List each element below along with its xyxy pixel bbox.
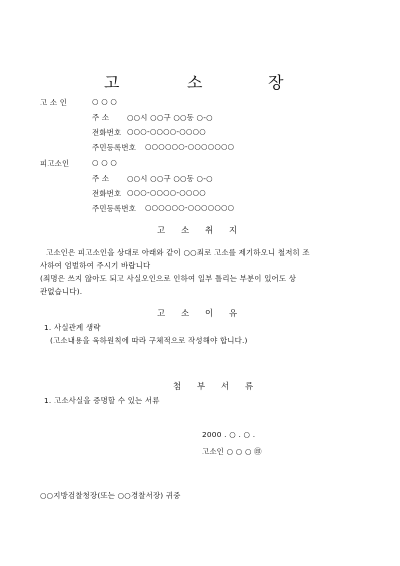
accused-label: 피고소인: [40, 159, 70, 168]
complainant-id-label: 주민등록번호: [92, 143, 137, 152]
title-char-1: 고: [104, 73, 120, 92]
purpose-line-4: 관없습니다).: [40, 287, 83, 296]
accused-id: ○○○○○○-○○○○○○○: [145, 203, 235, 212]
purpose-line-2: 사하여 엄벌하여 주시기 바랍니다: [40, 261, 151, 270]
purpose-heading-char-2: 소: [181, 225, 190, 235]
attachments-heading-char-4: 류: [245, 381, 254, 391]
purpose-heading-char-4: 지: [229, 225, 238, 235]
reason-heading-char-4: 유: [229, 308, 238, 318]
document-title: [0, 70, 400, 92]
purpose-line-1: 고소인은 피고소인을 상대로 아래와 같이 ○○죄로 고소를 제기하오니 철저히 조: [46, 248, 310, 257]
accused-phone-label: 전화번호: [92, 189, 122, 198]
reason-item-1: 1. 사실관계 생략: [44, 323, 101, 332]
complainant-label: 고 소 인: [40, 98, 68, 107]
purpose-line-3: (죄명은 쓰지 않아도 되고 사실오인으로 인하여 일부 틀리는 부분이 있어도 상: [40, 274, 297, 283]
attachments-heading-char-3: 서: [221, 381, 230, 391]
attachment-item-1: 1. 고소사실을 증명할 수 있는 서류: [44, 396, 160, 405]
accused-address: ○○시 ○○구 ○○동 ○-○: [127, 174, 213, 183]
complainant-id: ○○○○○○-○○○○○○○: [145, 142, 235, 151]
accused-id-label: 주민등록번호: [92, 204, 137, 213]
reason-heading-char-1: 고: [157, 308, 166, 318]
complainant-phone-label: 전화번호: [92, 128, 122, 137]
accused-address-label: 주 소: [92, 174, 110, 183]
accused-phone: ○○○-○○○○-○○○○: [127, 188, 206, 197]
purpose-heading-char-3: 취: [205, 225, 214, 235]
purpose-heading-char-1: 고: [157, 225, 166, 235]
reason-heading-char-2: 소: [181, 308, 190, 318]
title-char-2: 소: [187, 73, 203, 92]
attachments-heading-char-2: 부: [197, 381, 206, 391]
attachments-heading-char-1: 첨: [173, 381, 182, 391]
recipient-line: ○○지방검찰청장(또는 ○○경찰서장) 귀중: [40, 491, 181, 500]
reason-item-1-note: (고소내용을 육하원칙에 따라 구체적으로 작성해야 합니다.): [50, 336, 248, 345]
complainant-address-label: 주 소: [92, 113, 110, 122]
reason-heading-char-3: 이: [205, 308, 214, 318]
title-char-3: 장: [268, 73, 284, 92]
complainant-name: ○ ○ ○: [92, 97, 118, 106]
accused-name: ○ ○ ○: [92, 158, 118, 167]
signature-signer: 고소인 ○ ○ ○ ㊞: [202, 447, 262, 456]
complainant-address: ○○시 ○○구 ○○동 ○-○: [127, 113, 213, 122]
complainant-phone: ○○○-○○○○-○○○○: [127, 127, 206, 136]
signature-date: 2000 . ○ . ○ .: [202, 430, 256, 439]
